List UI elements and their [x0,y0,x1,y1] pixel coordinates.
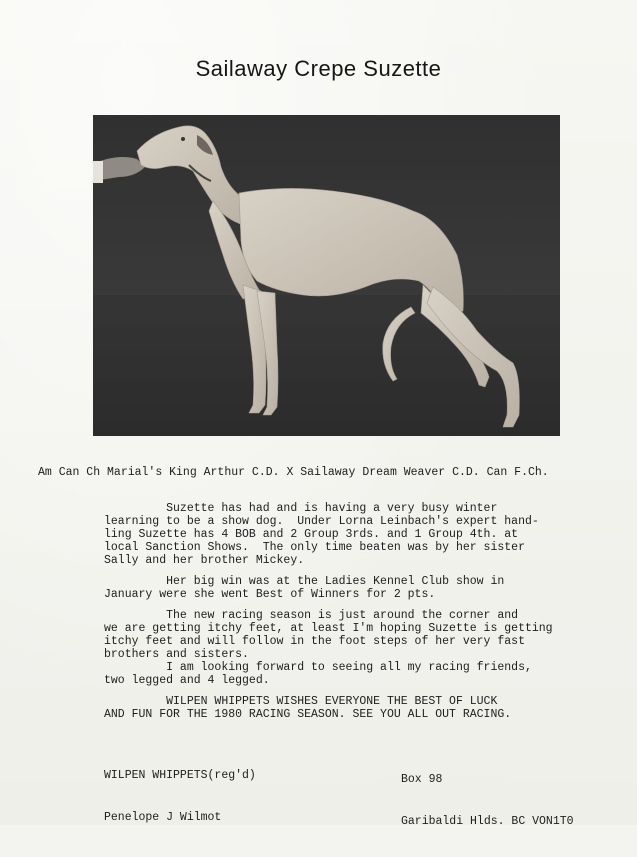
postal-address: Garibaldi Hlds. BC VON1T0 [401,815,574,828]
text-line: Her big win was at the Ladies Kennel Club show in [104,575,505,588]
text-line: learning to be a show dog. Under Lorna Leinbach's expert hand- [104,515,539,528]
text-line: Sally and her brother Mickey. [104,554,305,567]
po-box: Box 98 [401,773,443,786]
owner-name: Penelope J Wilmot [104,811,222,824]
pedigree-line: Am Can Ch Marial's King Arthur C.D. X Sailaway Dream Weaver C.D. Can F.Ch. [38,466,549,479]
paragraph-winter [104,502,604,567]
address-block [401,745,574,857]
text-line: January were she went Best of Winners for 2 pts. [104,588,436,601]
text-line: we are getting itchy feet, at least I'm hoping Suzette is getting [104,622,553,635]
page-title: Sailaway Crepe Suzette [195,56,442,81]
text-line: I am looking forward to seeing all my racing friends, [104,661,532,674]
paragraph-big-win [104,575,604,601]
paragraph-gap [104,687,604,695]
text-line: The new racing season is just around the corner and [104,609,519,622]
letter-body [104,502,604,721]
signature-block [104,741,256,853]
text-line: AND FUN FOR THE 1980 RACING SEASON. SEE YOU ALL OUT RACING. [104,708,512,721]
text-line: local Sanction Shows. The only time beaten was by her sister [104,541,525,554]
text-line: Suzette has had and is having a very busy winter [104,502,498,515]
kennel-name: WILPEN WHIPPETS(reg'd) [104,769,256,782]
paragraph-racing-season [104,609,604,687]
text-line: two legged and 4 legged. [104,674,270,687]
paragraph-gap [104,567,604,575]
whippet-photo [93,115,560,436]
whippet-illustration [93,115,560,436]
text-line: itchy feet and will follow in the foot steps of her very fast [104,635,525,648]
text-line: brothers and sisters. [104,648,249,661]
paragraph-gap [104,601,604,609]
text-line: WILPEN WHIPPETS WISHES EVERYONE THE BEST OF LUCK [104,695,498,708]
text-line: ling Suzette has 4 BOB and 2 Group 3rds. and 1 Group 4th. at [104,528,519,541]
paragraph-closing [104,695,604,721]
